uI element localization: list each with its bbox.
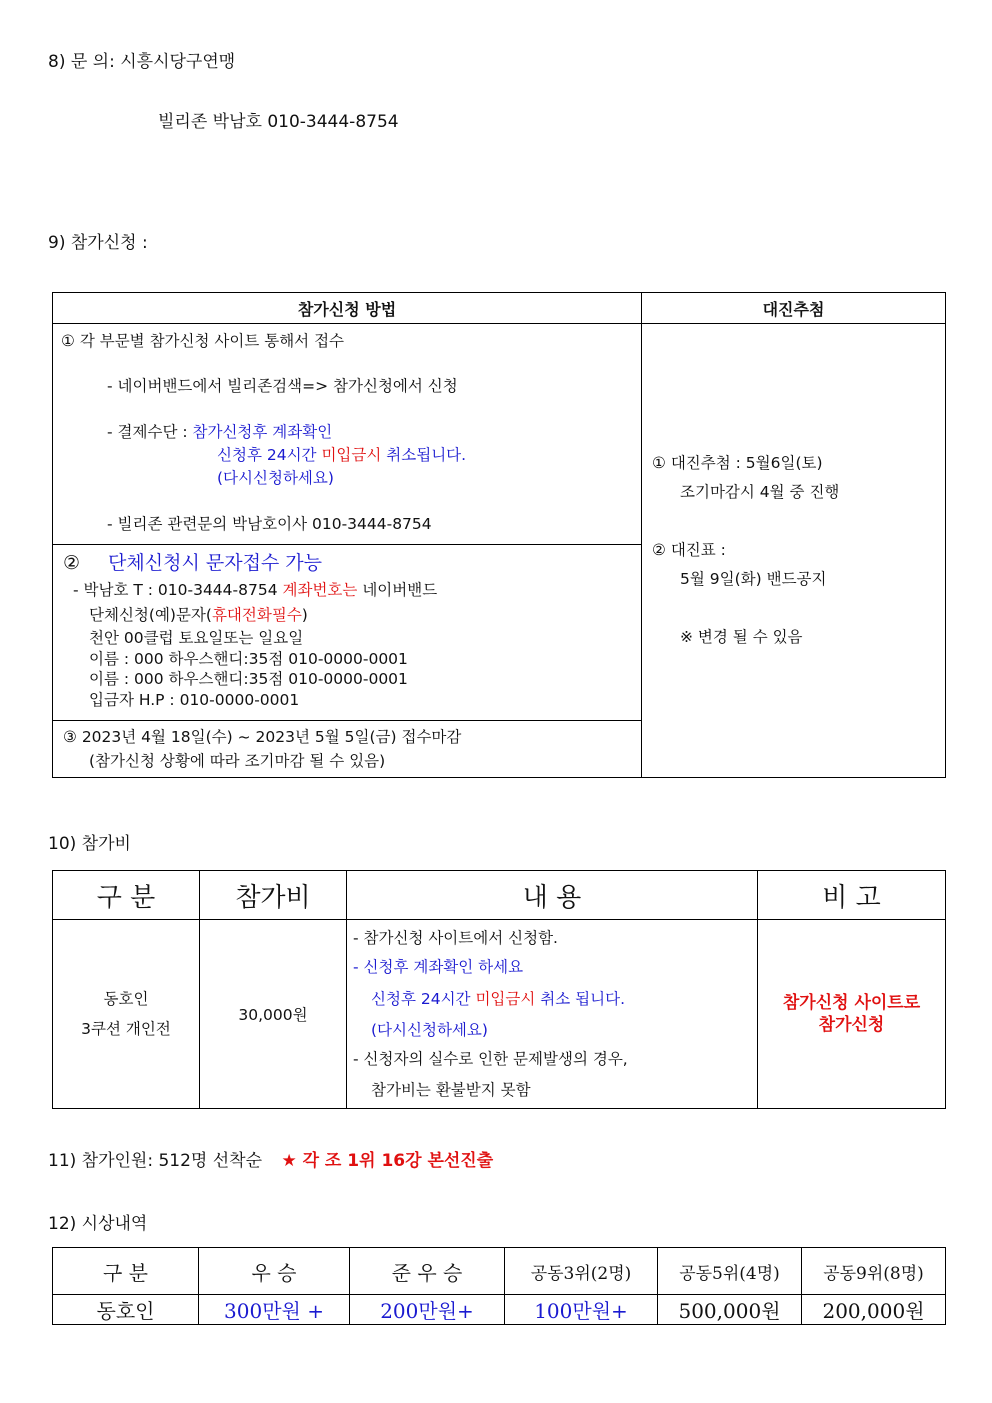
fee-note-line1: 참가신청 사이트로	[782, 993, 921, 1013]
draw-line5: ※ 변경 될 수 있음	[680, 628, 803, 646]
method-1-line1: ① 각 부문별 참가신청 사이트 통해서 접수	[61, 332, 345, 350]
fee-header-note: 비 고	[758, 871, 946, 920]
method-1-line3: - 결제수단 : 참가신청후 계좌확인	[107, 423, 333, 441]
method-2-line6: 이름 : 000 하우스핸디:35점 010-0000-0001	[89, 670, 408, 688]
prize-third: 100만원+	[505, 1295, 658, 1325]
method-1-line2: - 네이버밴드에서 빌리존검색=> 참가신청에서 신청	[107, 377, 458, 395]
method-1-line4: 신청후 24시간 미입금시 취소됩니다.	[217, 446, 467, 464]
fee-note-cell	[758, 920, 946, 1109]
section-11-label: 11) 참가인원: 512명 선착순 ★ 각 조 1위 16강 본선진출	[48, 1151, 494, 1171]
fee-category-line2: 3쿠션 개인전	[81, 1020, 171, 1038]
fee-amount-cell	[200, 920, 347, 1109]
method-2-line3: 단체신청(예)문자(휴대전화필수)	[89, 606, 308, 624]
method-2-line7: 입금자 H.P : 010-0000-0001	[89, 690, 300, 709]
method-3-line1: ③ 2023년 4월 18일(수) ~ 2023년 5월 5일(금) 접수마감	[63, 728, 462, 746]
fee-content-cell	[347, 920, 758, 1109]
fee-category-line1: 동호인	[103, 990, 149, 1008]
fee-header-fee: 참가비	[200, 871, 347, 920]
fee-header-content: 내 용	[347, 871, 758, 920]
draw-line1: ① 대진추첨 : 5월6일(토)	[652, 454, 823, 472]
header-method: 참가신청 방법	[53, 293, 642, 324]
fee-header-category: 구 분	[53, 871, 200, 920]
prize-category: 동호인	[53, 1295, 199, 1325]
fee-content-line2: - 신청후 계좌확인 하세요	[353, 958, 524, 976]
prize-runnerup: 200만원+	[350, 1295, 505, 1325]
method-1-line5: (다시신청하세요)	[217, 469, 334, 487]
registration-table	[52, 292, 946, 778]
section-10-label: 10) 참가비	[48, 834, 131, 854]
draw-line4: 5월 9일(화) 밴드공지	[680, 570, 827, 588]
prize-header-runnerup: 준 우 승	[350, 1248, 505, 1295]
fee-content-line5: - 신청자의 실수로 인한 문제발생의 경우,	[353, 1050, 628, 1068]
prize-header-fifth: 공동5위(4명)	[658, 1248, 802, 1295]
method-2-line2: - 박남호 T : 010-3444-8754 계좌번호는 네이버밴드	[73, 581, 438, 599]
fee-note-line2: 참가신청	[818, 1015, 885, 1035]
fee-amount: 30,000원	[238, 1006, 308, 1024]
method-cell-2	[53, 545, 642, 721]
method-cell-3	[53, 721, 642, 778]
header-draw: 대진추첨	[642, 293, 946, 324]
prize-winner: 300만원 +	[199, 1295, 350, 1325]
fee-content-line6: 참가비는 환불받지 못함	[371, 1081, 531, 1099]
draw-line2: 조기마감시 4월 중 진행	[680, 483, 840, 501]
fee-category-cell	[53, 920, 200, 1109]
method-3-line2: (참가신청 상황에 따라 조기마감 될 수 있음)	[89, 752, 386, 770]
fee-table	[52, 870, 946, 1109]
fee-content-line3: 신청후 24시간 미입금시 취소 됩니다.	[371, 990, 626, 1008]
fee-content-line4: (다시신청하세요)	[371, 1021, 488, 1039]
prize-ninth: 200,000원	[802, 1295, 946, 1325]
prize-table	[52, 1247, 946, 1325]
prize-header-ninth: 공동9위(8명)	[802, 1248, 946, 1295]
prize-fifth: 500,000원	[658, 1295, 802, 1325]
contact-line: 빌리존 박남호 010-3444-8754	[158, 112, 399, 132]
method-1-line6: - 빌리존 관련문의 박남호이사 010-3444-8754	[107, 515, 432, 533]
draw-line3: ② 대진표 :	[652, 541, 726, 559]
fee-content-line1: - 참가신청 사이트에서 신청함.	[353, 929, 558, 947]
method-2-line5: 이름 : 000 하우스핸디:35점 010-0000-0001	[89, 649, 408, 668]
section-8-label: 8) 문 의: 시흥시당구연맹	[48, 52, 236, 72]
method-2-line1: ② 단체신청시 문자접수 가능	[63, 552, 323, 574]
method-cell-1	[53, 324, 642, 545]
qualification-note: ★ 각 조 1위 16강 본선진출	[281, 1151, 494, 1171]
prize-header-category: 구 분	[53, 1248, 199, 1295]
prize-header-winner: 우 승	[199, 1248, 350, 1295]
section-9-label: 9) 참가신청 :	[48, 233, 148, 253]
draw-cell	[642, 324, 946, 778]
method-2-line4: 천안 00클럽 토요일또는 일요일	[89, 629, 304, 647]
prize-header-third: 공동3위(2명)	[505, 1248, 658, 1295]
section-12-label: 12) 시상내역	[48, 1214, 148, 1234]
